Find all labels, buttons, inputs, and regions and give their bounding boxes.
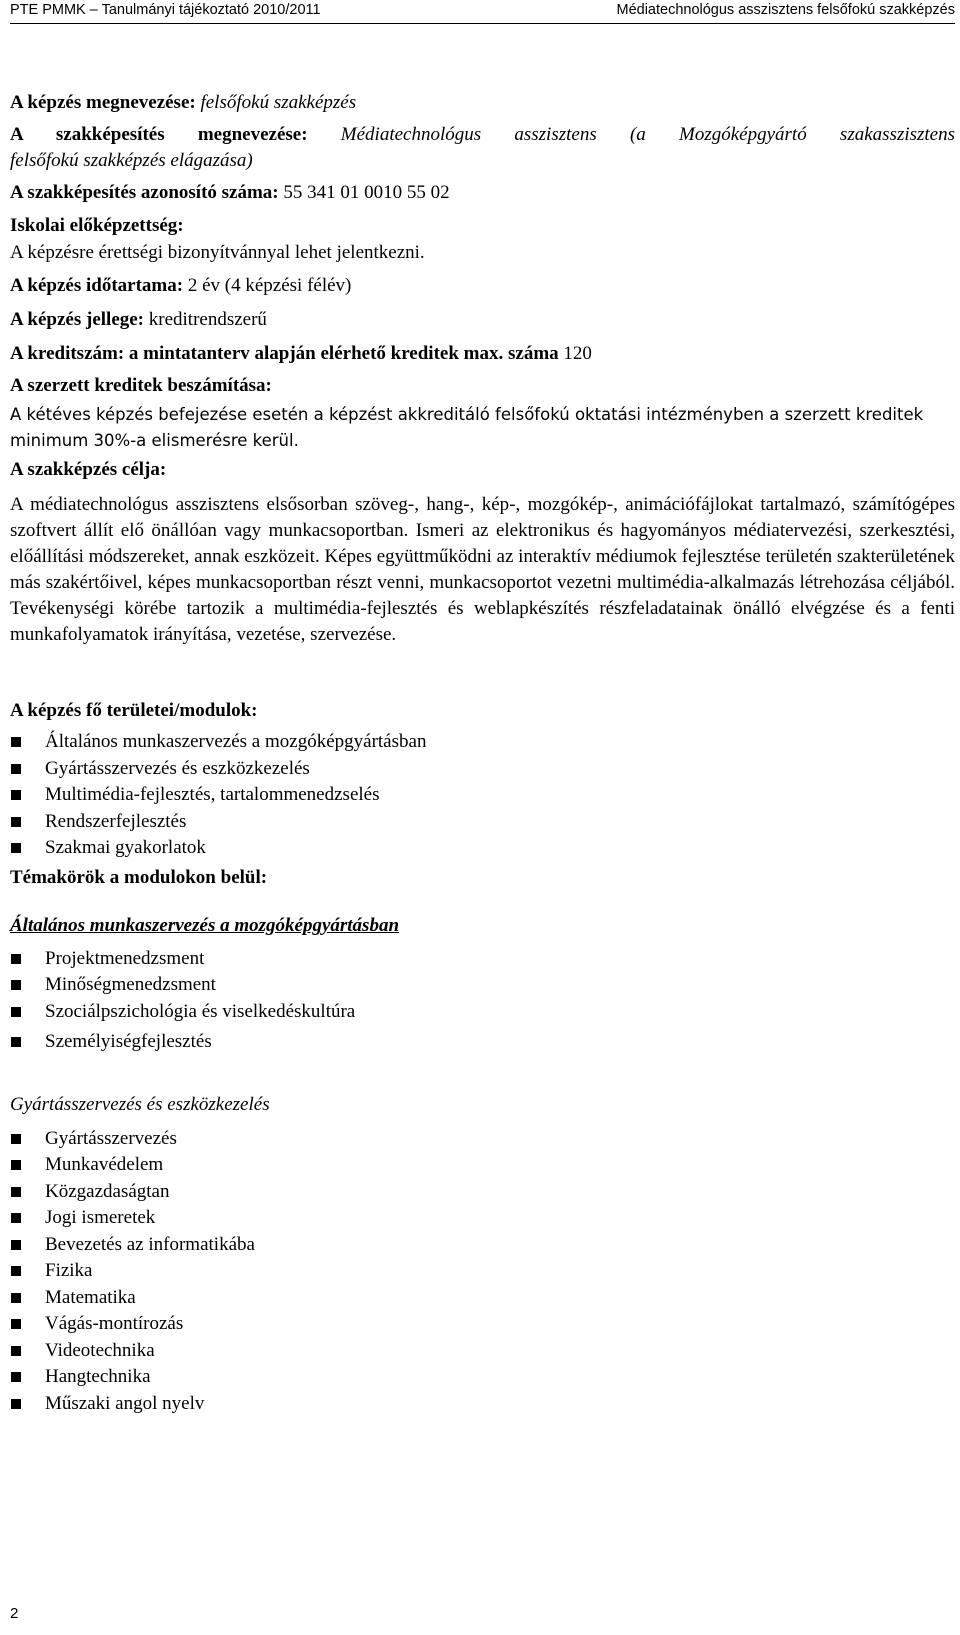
list-item: Munkavédelem — [10, 1152, 955, 1179]
topic2-heading: Gyártásszervezés és eszközkezelés — [10, 1093, 270, 1115]
training-name-line — [10, 90, 955, 116]
list-item: Fizika — [10, 1258, 955, 1285]
list-item: Általános munkaszervezés a mozgóképgyártásban — [10, 729, 955, 756]
bullet-square-icon — [11, 1399, 21, 1409]
qualification-id-label: A szakképesítés azonosító száma: — [10, 182, 279, 203]
nature-line — [10, 307, 955, 333]
bullet-square-icon — [11, 1240, 21, 1250]
qualification-name-label: A szakképesítés megnevezése: — [10, 124, 308, 145]
topic1-list — [10, 946, 955, 1056]
bullet-square-icon — [11, 1213, 21, 1223]
bullet-square-icon — [11, 790, 21, 800]
bullet-square-icon — [11, 843, 21, 853]
credits-label: A kreditszám: a mintatanterv alapján elérhető kreditek max. száma — [10, 343, 559, 364]
list-item: Szociálpszichológia és viselkedéskultúra — [10, 999, 955, 1026]
qualification-name-block — [10, 122, 955, 174]
qualification-id-value: 55 341 01 0010 55 02 — [283, 182, 450, 203]
list-item: Gyártásszervezés és eszközkezelés — [10, 756, 955, 783]
qualification-name-value-cont: felsőfokú szakképzés elágazása) — [10, 150, 253, 171]
list-item: Hangtechnika — [10, 1364, 955, 1391]
list-item: Bevezetés az informatikába — [10, 1232, 955, 1259]
bullet-square-icon — [11, 764, 21, 774]
topic1-heading: Általános munkaszervezés a mozgóképgyártásban — [10, 914, 400, 936]
bullet-square-icon — [11, 817, 21, 827]
qualification-id-line — [10, 180, 955, 206]
goal-heading: A szakképzés célja: — [10, 459, 167, 480]
nature-label: A képzés jellege: — [10, 309, 145, 330]
bullet-square-icon — [11, 1346, 21, 1356]
list-item: Projektmenedzsment — [10, 946, 955, 973]
bullet-square-icon — [11, 1160, 21, 1170]
page-header — [10, 0, 955, 24]
list-item: Műszaki angol nyelv — [10, 1391, 955, 1418]
goal-text: A médiatechnológus asszisztens elsősorban szöveg-, hang-, kép-, mozgókép-, animációfájlokat tartalmazó, számítógépes szoftvert állít elő önállóan vagy munkacsoportban. Ismeri az elektronikus és hagyományos médiatervezési, szerkesztési, előállítási módszereket, annak eszközeit. Képes együttműködni az interaktív médiumok fejlesztése területén szakterületének más szakértőivel, képes munkacsoportban részt venni, munkacsoportot vezetni multimédia-alkalmazás létrehozása céljából. Tevékenységi körébe tartozik a multimédia-fejlesztés és weblapkészítés részfeladatainak önálló elvégzése és a fenti munkafolyamatok irányítása, vezetése, szervezése. — [10, 494, 955, 645]
list-item: Személyiségfejlesztés — [10, 1029, 955, 1056]
credits-line — [10, 341, 955, 367]
bullet-square-icon — [11, 980, 21, 990]
list-item: Videotechnika — [10, 1338, 955, 1365]
list-item: Matematika — [10, 1285, 955, 1312]
bullet-square-icon — [11, 1266, 21, 1276]
header-right-text: Médiatechnológus asszisztens felsőfokú szakképzés — [616, 2, 955, 18]
bullet-square-icon — [11, 1372, 21, 1382]
modules-heading: A képzés fő területei/modulok: — [10, 700, 258, 721]
qualification-name-line — [10, 122, 955, 148]
list-item: Vágás-montírozás — [10, 1311, 955, 1338]
topic2-list — [10, 1126, 955, 1418]
credit-recognition-heading: A szerzett kreditek beszámítása: — [10, 375, 272, 396]
list-item: Jogi ismeretek — [10, 1205, 955, 1232]
duration-value: 2 év (4 képzési félév) — [187, 275, 352, 296]
bullet-square-icon — [11, 1007, 21, 1017]
training-name-value: felsőfokú szakképzés — [200, 92, 357, 113]
duration-line — [10, 273, 955, 299]
bullet-square-icon — [11, 737, 21, 747]
bullet-square-icon — [11, 1187, 21, 1197]
topics-heading: Témakörök a modulokon belül: — [10, 866, 268, 888]
credits-value: 120 — [563, 343, 592, 364]
modules-list — [10, 729, 955, 862]
list-item: Gyártásszervezés — [10, 1126, 955, 1153]
bullet-square-icon — [11, 1037, 21, 1047]
document-body — [10, 90, 955, 1417]
nature-value: kreditrendszerű — [148, 309, 267, 330]
page-number: 2 — [10, 1605, 19, 1622]
duration-label: A képzés időtartama: — [10, 275, 184, 296]
list-item: Rendszerfejlesztés — [10, 809, 955, 836]
list-item: Multimédia-fejlesztés, tartalommenedzselés — [10, 782, 955, 809]
prerequisite-text: A képzésre érettségi bizonyítvánnyal lehet jelentkezni. — [10, 242, 425, 263]
prerequisite-heading: Iskolai előképzettség: — [10, 215, 184, 236]
training-name-label: A képzés megnevezése: — [10, 92, 196, 113]
qualification-name-value: Médiatechnológus asszisztens (a Mozgóképgyártó szakasszisztens — [340, 124, 956, 145]
bullet-square-icon — [11, 1134, 21, 1144]
bullet-square-icon — [11, 1319, 21, 1329]
bullet-square-icon — [11, 1293, 21, 1303]
bullet-square-icon — [11, 954, 21, 964]
credit-recognition-text: A kétéves képzés befejezése esetén a képzést akkreditáló felsőfokú oktatási intézményben a szerzett kreditek minimum 30%-a elismerésre kerül. — [10, 405, 924, 450]
list-item: Minőségmenedzsment — [10, 972, 955, 999]
list-item: Közgazdaságtan — [10, 1179, 955, 1206]
list-item: Szakmai gyakorlatok — [10, 835, 955, 862]
header-left-text: PTE PMMK – Tanulmányi tájékoztató 2010/2011 — [10, 2, 321, 18]
